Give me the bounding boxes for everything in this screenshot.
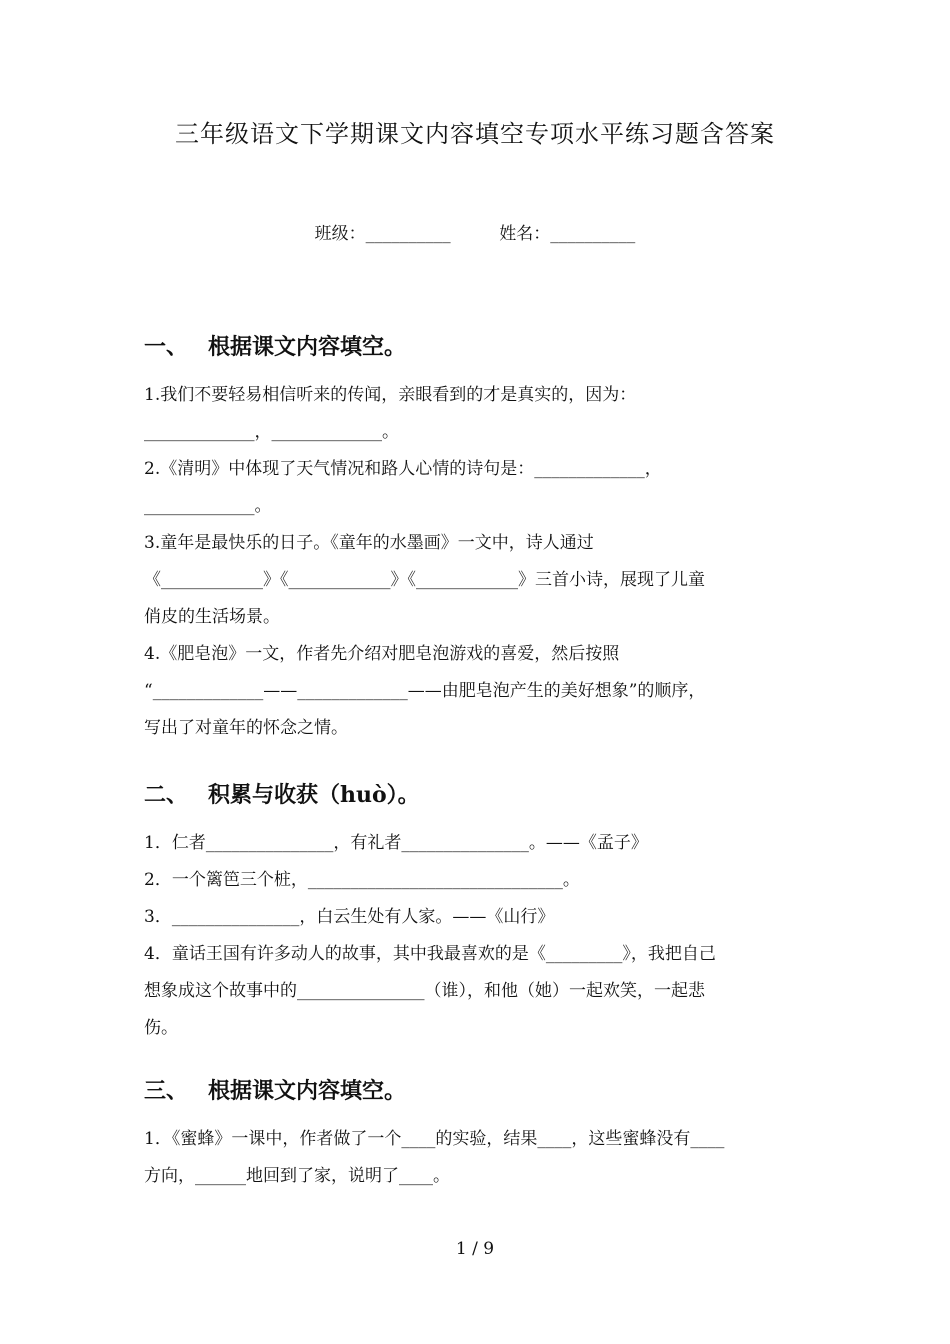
section-heading <box>144 329 824 365</box>
section-title: 根据课文内容填空。 <box>208 1078 407 1104</box>
class-name-fields: 班级：__________ 姓名：__________ <box>314 224 636 244</box>
section-heading <box>144 777 824 813</box>
section-number: 二、 <box>144 782 189 808</box>
section-2 <box>144 777 824 1047</box>
question-item: 2．一个篱笆三个桩，______________________________。 <box>144 870 580 890</box>
section-1 <box>144 329 824 747</box>
question-item: 3．_______________，白云生处有人家。——《山行》 <box>144 907 555 927</box>
question-item: 4.《肥皂泡》一文，作者先介绍对肥皂泡游戏的喜爱，然后按照 “_____________——_____________——由肥皂泡产生的美好想象”的顺序， 写出了对童年的怀念之情。 <box>144 644 706 738</box>
page-title: 三年级语文下学期课文内容填空专项水平练习题含答案 <box>175 120 775 148</box>
question-item: 4．童话王国有许多动人的故事，其中我最喜欢的是《_________》，我把自己 想象成这个故事中的_______________（谁），和他（她）一起欢笑，一起悲 伤。 <box>144 944 716 1038</box>
section-heading <box>144 1073 824 1109</box>
page-number: 1 / 9 <box>455 1239 495 1259</box>
question-item: 1.我们不要轻易相信听来的传闻，亲眼看到的才是真实的，因为： _____________，_____________。 <box>144 385 637 442</box>
section-number: 三、 <box>144 1078 189 1104</box>
question-item: 3.童年是最快乐的日子。《童年的水墨画》一文中，诗人通过 《____________》《____________》《____________》三首小诗，展现了儿童 俏皮的生活场景。 <box>144 533 705 627</box>
section-title: 根据课文内容填空。 <box>208 334 407 360</box>
question-item: 1．《蜜蜂》一课中，作者做了一个____的实验，结果____，这些蜜蜂没有____ 方向，______地回到了家，说明了____。 <box>144 1129 725 1186</box>
section-number: 一、 <box>144 334 189 360</box>
section-3 <box>144 1073 824 1195</box>
section-title: 积累与收获（huò）。 <box>208 782 420 808</box>
question-item: 2.《清明》中体现了天气情况和路人心情的诗句是：_____________， _____________。 <box>144 459 662 516</box>
question-item: 1．仁者_______________，有礼者_______________。——《孟子》 <box>144 833 648 853</box>
